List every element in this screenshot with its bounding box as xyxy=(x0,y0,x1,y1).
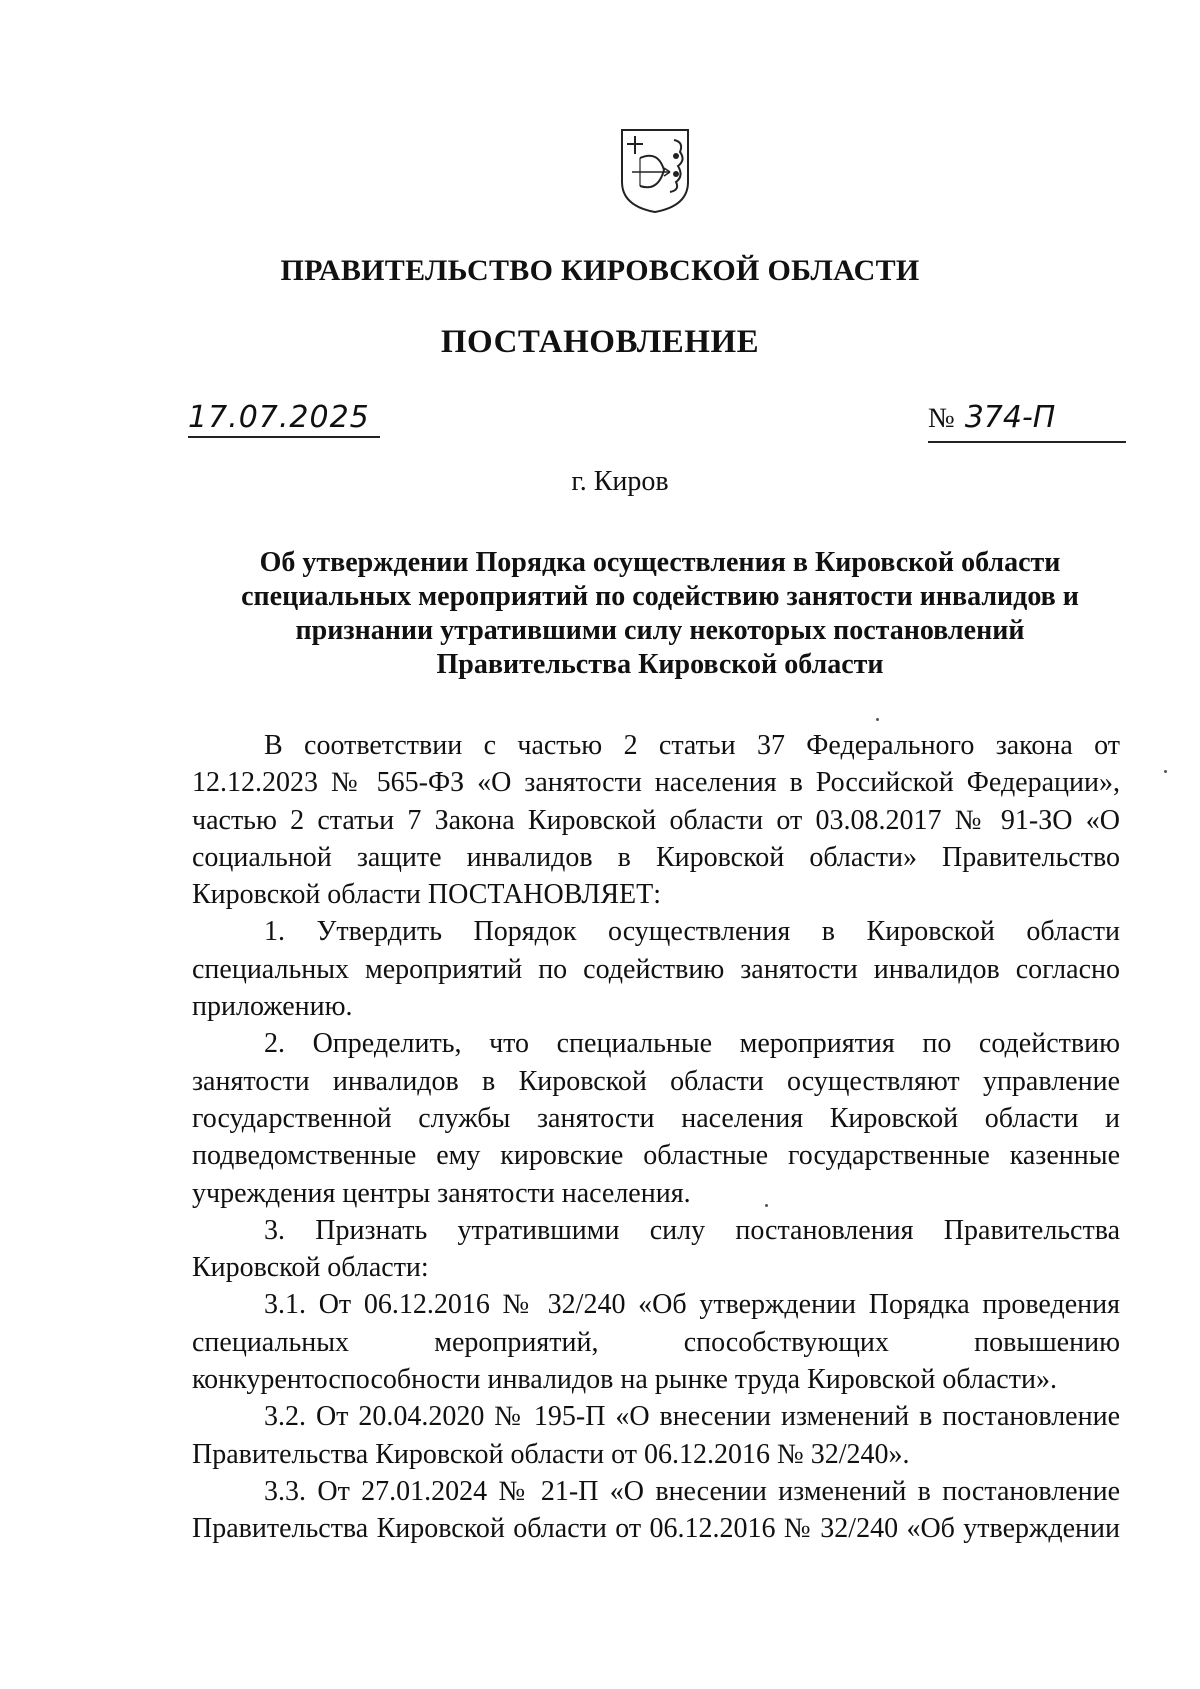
scan-speck xyxy=(1164,770,1167,773)
paragraph-item-3: 3. Признать утратившими силу постановления Правительства Кировской области: xyxy=(192,1214,1120,1284)
scan-speck xyxy=(765,1204,768,1207)
city: г. Киров xyxy=(571,466,669,497)
paragraph-item-2: 2. Определить, что специальные мероприятия по содействию занятости инвалидов в Кировской области осуществляют управление государственной службы занятости населения Кировской области и подведомственные ему кировские областные государственные казенные учреждения центры занятости населения. xyxy=(192,1028,1120,1209)
paragraph-item-3-3: 3.3. От 27.01.2024 № 21-П «О внесении изменений в постановление Правительства Кировской области от 06.12.2016 № 32/240 «Об утверждении xyxy=(192,1475,1120,1545)
paragraph-preamble: В соответствии с частью 2 статьи 37 Федерального закона от 12.12.2023 № 565-ФЗ «О занятости населения в Российской Федерации», частью 2 статьи 7 Закона Кировской области от 03.08.2017 № 91-ЗО «О социальной защите инвалидов в Кировской области» Правительство Кировской области ПОСТАНОВЛЯЕТ: xyxy=(192,730,1120,911)
kirov-coat-of-arms-icon xyxy=(618,126,692,214)
document-number: 374-П xyxy=(964,400,1056,435)
document-date: 17.07.2025 xyxy=(188,400,380,438)
paragraph-item-3-1: 3.1. От 06.12.2016 № 32/240 «Об утверждении Порядка проведения специальных мероприятий, способствующих повышению конкурентоспособности инвалидов на рынке труда Кировской области». xyxy=(192,1289,1120,1396)
document-title: Об утверждении Порядка осуществления в Кировской области специальных мероприятий по содействию занятости инвалидов и признании утратившими силу некоторых постановлений Правительства Кировской области xyxy=(241,547,1079,680)
scan-speck xyxy=(876,718,879,721)
document-body xyxy=(192,727,1120,1548)
paragraph-item-1: 1. Утвердить Порядок осуществления в Кировской области специальных мероприятий по содействию занятости инвалидов согласно приложению. xyxy=(192,916,1120,1023)
number-sign: № xyxy=(928,403,955,434)
paragraph-item-3-2: 3.2. От 20.04.2020 № 195-П «О внесении изменений в постановление Правительства Кировской области от 06.12.2016 № 32/240». xyxy=(192,1401,1120,1470)
government-name: ПРАВИТЕЛЬСТВО КИРОВСКОЙ ОБЛАСТИ xyxy=(280,254,920,287)
document-number-field xyxy=(928,400,1126,443)
document-type: ПОСТАНОВЛЕНИЕ xyxy=(440,324,760,360)
